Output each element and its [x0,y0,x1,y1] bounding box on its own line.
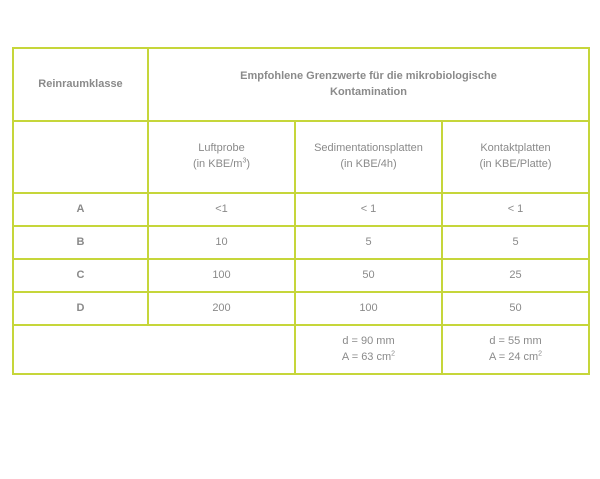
value-cell: <1 [148,193,295,226]
cleanroom-class-header: Reinraumklasse [13,48,148,121]
column-name: Luftprobe [198,142,245,155]
value-cell: 5 [442,226,589,259]
column-name: Kontaktplatten [480,142,551,155]
value-cell: < 1 [295,193,442,226]
value-cell: 200 [148,292,295,325]
value-cell: 100 [295,292,442,325]
sedimentation-plate-dimensions [295,325,442,374]
limits-title-line-2: Kontamination [330,85,407,98]
class-cell: C [13,259,148,292]
class-cell: B [13,226,148,259]
class-cell: A [13,193,148,226]
column-unit: (in KBE/Platte) [479,158,552,170]
value-cell: 5 [295,226,442,259]
value-cell: 100 [148,259,295,292]
value-cell: 10 [148,226,295,259]
plate-diameter: d = 55 mm [489,334,542,347]
table-row [13,292,589,325]
value-cell: 50 [295,259,442,292]
plate-area: A = 24 $cm^2$ [488,349,543,363]
method-header-row [13,121,589,193]
column-name: Sedimentationsplatten [314,142,423,155]
empty-class-cell [13,121,148,193]
table-row [13,259,589,292]
column-unit: (in KBE/4h) [340,158,397,170]
microbiological-limits-table [12,47,590,375]
class-cell: D [13,292,148,325]
limits-title-header [148,48,589,121]
limits-title-line-1: Empfohlene Grenzwerte für die mikrobiologische [240,69,497,82]
column-header-contact-plates [442,121,589,193]
plate-dimensions-row [13,325,589,374]
plate-area: A = 63 $cm^2$ [341,349,396,363]
column-header-sedimentation-plates [295,121,442,193]
value-cell: 50 [442,292,589,325]
contact-plate-dimensions [442,325,589,374]
column-header-air-sample [148,121,295,193]
value-cell: < 1 [442,193,589,226]
table-row [13,193,589,226]
plate-diameter: d = 90 mm [342,334,395,347]
table-row [13,226,589,259]
value-cell: 25 [442,259,589,292]
column-unit: (in KBE/$m^3$) [192,157,251,170]
empty-footer-cell [13,325,295,374]
header-row [13,48,589,121]
